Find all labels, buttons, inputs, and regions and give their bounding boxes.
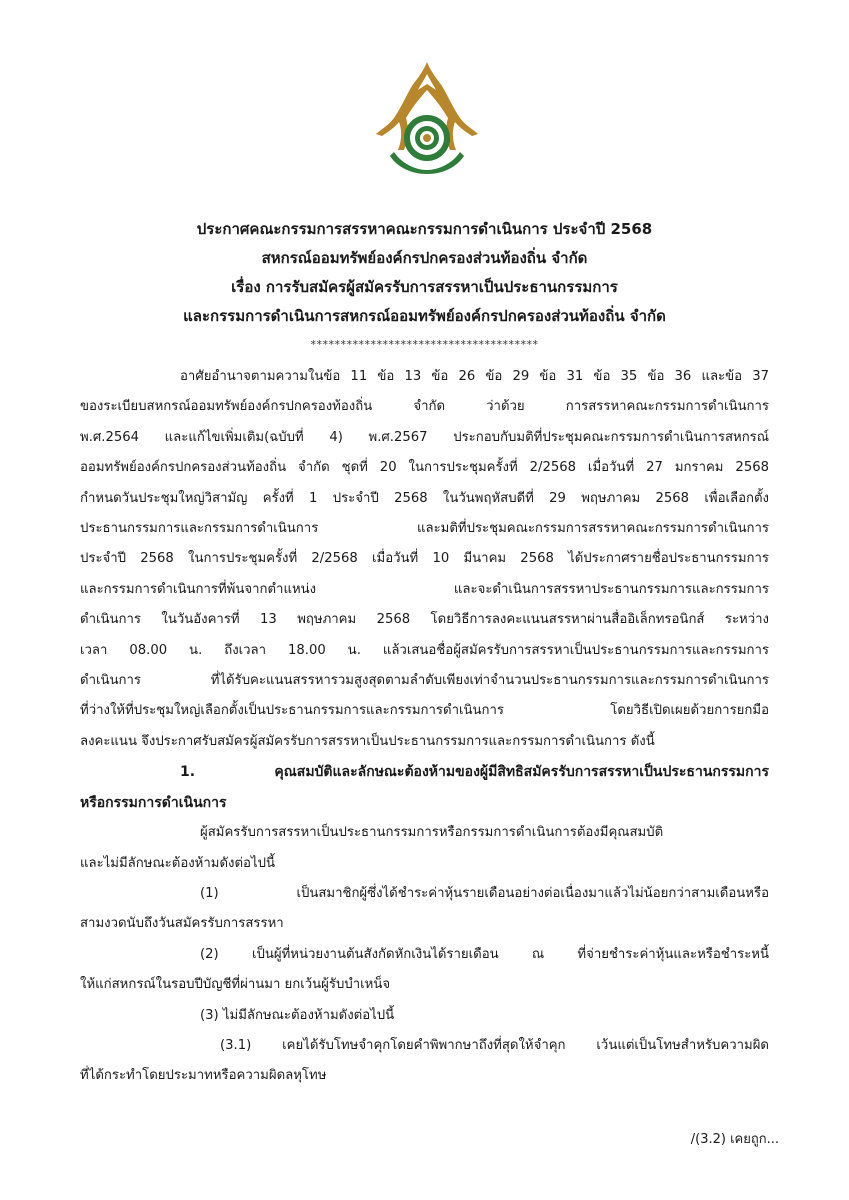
title-line-3: เรื่อง การรับสมัครผู้สมัครรับการสรรหาเป็นประธานกรรมการ bbox=[231, 278, 618, 296]
item-1-line: (1) เป็นสมาชิกผู้ซึ่งได้ชำระค่าหุ้นรายเดือนอย่างต่อเนื่องมาแล้วไม่น้อยกว่าสามเดือนหรือ bbox=[200, 885, 769, 901]
item-1-line: สามงวดนับถึงวันสมัครรับการสรรหา bbox=[80, 916, 284, 932]
intro-line: พ.ศ.2564 และแก้ไขเพิ่มเติม(ฉบับที่ 4) พ.ศ.2567 ประกอบกับมติที่ประชุมคณะกรรมการดำเนินการสหกรณ์ bbox=[80, 429, 769, 445]
intro-line: และกรรมการดำเนินการที่พ้นจากตำแหน่ง และจะดำเนินการสรรหาประธานกรรมการและกรรมการ bbox=[80, 581, 769, 597]
title-line-2: สหกรณ์ออมทรัพย์องค์กรปกครองส่วนท้องถิ่น จำกัด bbox=[261, 249, 588, 267]
item-3-1-line: (3.1) เคยได้รับโทษจำคุกโดยคำพิพากษาถึงที่สุดให้จำคุก เว้นแต่เป็นโทษสำหรับความผิด bbox=[220, 1037, 769, 1053]
title-line-1: ประกาศคณะกรรมการสรรหาคณะกรรมการดำเนินการ ประจำปี 2568 bbox=[196, 220, 653, 238]
item-2-line: (2) เป็นผู้ที่หน่วยงานต้นสังกัดหักเงินได้รายเดือน ณ ที่จ่ายชำระค่าหุ้นและหรือชำระหนี้ bbox=[200, 946, 769, 962]
item-3-1-line: ที่ได้กระทำโดยประมาทหรือความผิดลหุโทษ bbox=[80, 1068, 327, 1084]
continued-marker: /(3.2) เคยถูก... bbox=[690, 1132, 779, 1147]
intro-paragraph bbox=[80, 362, 769, 1092]
intro-line: กำหนดวันประชุมใหญ่วิสามัญ ครั้งที่ 1 ประจำปี 2568 ในวันพฤหัสบดีที่ 29 พฤษภาคม 2568 เพื่อเลือกตั้ง bbox=[80, 490, 769, 506]
section-1-para-line: ผู้สมัครรับการสรรหาเป็นประธานกรรมการหรือกรรมการดำเนินการต้องมีคุณสมบัติ bbox=[200, 825, 664, 841]
separator: ************************************** bbox=[310, 338, 539, 351]
intro-line: ลงคะแนน จึงประกาศรับสมัครผู้สมัครรับการสรรหาเป็นประธานกรรมการและกรรมการดำเนินการ ดังนี้ bbox=[80, 733, 655, 749]
cooperative-logo bbox=[372, 60, 482, 175]
item-2-line: ให้แก่สหกรณ์ในรอบปีบัญชีที่ผ่านมา ยกเว้นผู้รับบำเหน็จ bbox=[80, 977, 391, 993]
section-1-title-cont: หรือกรรมการดำเนินการ bbox=[80, 794, 227, 811]
title-line-4: และกรรมการดำเนินการสหกรณ์ออมทรัพย์องค์กรปกครองส่วนท้องถิ่น จำกัด bbox=[183, 307, 666, 325]
item-3-line: (3) ไม่มีลักษณะต้องห้ามดังต่อไปนี้ bbox=[200, 1007, 395, 1023]
intro-line: ของระเบียบสหกรณ์ออมทรัพย์องค์กรปกครองท้องถิ่น จำกัด ว่าด้วย การสรรหาคณะกรรมการดำเนินการ bbox=[80, 399, 769, 415]
intro-line: ดำเนินการ ในวันอังคารที่ 13 พฤษภาคม 2568 โดยวิธีการลงคะแนนสรรหาผ่านสื่ออิเล็กทรอนิกส์ ระหว่าง bbox=[80, 612, 769, 628]
intro-line: อาศัยอำนาจตามความในข้อ 11 ข้อ 13 ข้อ 26 ข้อ 29 ข้อ 31 ข้อ 35 ข้อ 36 และข้อ 37 bbox=[180, 369, 769, 384]
intro-line: ที่ว่างให้ที่ประชุมใหญ่เลือกตั้งเป็นประธานกรรมการและกรรมการดำเนินการ โดยวิธีเปิดเผยด้วยการยกมือ bbox=[80, 703, 769, 719]
intro-line: ประธานกรรมการและกรรมการดำเนินการ และมติที่ประชุมคณะกรรมการสรรหาคณะกรรมการดำเนินการ bbox=[80, 521, 769, 537]
intro-line: ประจำปี 2568 ในการประชุมครั้งที่ 2/2568 เมื่อวันที่ 10 มีนาคม 2568 ได้ประกาศรายชื่อประธานกรรมการ bbox=[80, 551, 769, 567]
intro-line: ดำเนินการ ที่ได้รับคะแนนสรรหารวมสูงสุดตามลำดับเพียงเท่าจำนวนประธานกรรมการและกรรมการดำเนินการ bbox=[80, 673, 769, 689]
intro-line: เวลา 08.00 น. ถึงเวลา 18.00 น. แล้วเสนอชื่อผู้สมัครรับการสรรหาเป็นประธานกรรมการและกรรมการ bbox=[80, 642, 769, 658]
section-1-para-line: และไม่มีลักษณะต้องห้ามดังต่อไปนี้ bbox=[80, 855, 275, 871]
intro-line: ออมทรัพย์องค์กรปกครองส่วนท้องถิ่น จำกัด ชุดที่ 20 ในการประชุมครั้งที่ 2/2568 เมื่อวันที่ 27 มกราคม 2568 bbox=[80, 460, 769, 476]
section-1-title: 1. คุณสมบัติและลักษณะต้องห้ามของผู้มีสิทธิสมัครรับการสรรหาเป็นประธานกรรมการ bbox=[180, 764, 769, 781]
